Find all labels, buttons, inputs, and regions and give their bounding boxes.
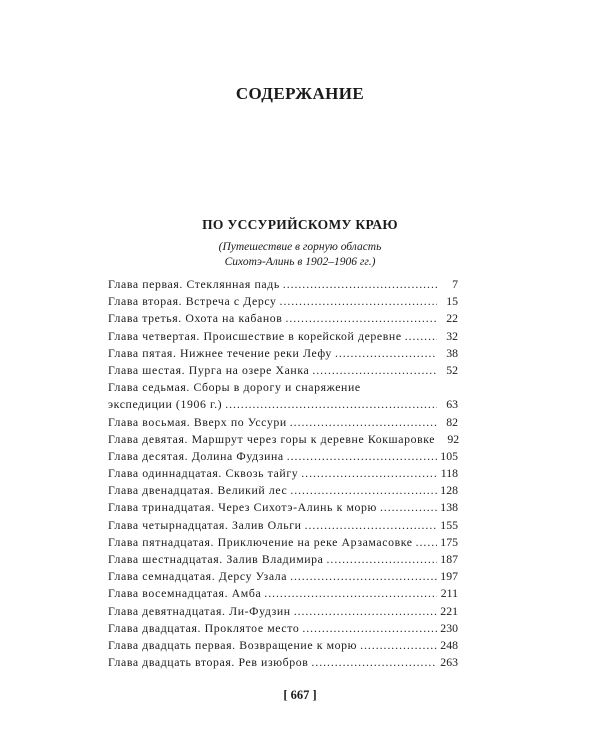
toc-entry[interactable] — [108, 345, 458, 362]
toc-entry[interactable] — [108, 310, 458, 327]
toc-entry-page: 175 — [440, 534, 458, 549]
toc-entry[interactable] — [108, 448, 458, 465]
toc-entry-page: 22 — [446, 311, 458, 326]
toc-entry[interactable] — [108, 379, 458, 413]
toc-entry-label: Глава восьмая. Вверх по Уссури — [108, 414, 287, 429]
table-of-contents — [108, 276, 458, 671]
leader-dots — [305, 517, 437, 534]
leader-dots — [416, 534, 437, 551]
leader-dots — [294, 603, 437, 620]
leader-dots — [287, 448, 437, 465]
toc-entry-label: Глава восемнадцатая. Амба — [108, 586, 262, 601]
toc-entry-label: Глава пятая. Нижнее течение реки Лефу — [108, 345, 332, 360]
toc-entry[interactable] — [108, 414, 458, 431]
toc-entry[interactable] — [108, 431, 458, 448]
leader-dots — [335, 345, 437, 362]
leader-dots — [290, 414, 437, 431]
toc-entry[interactable] — [108, 568, 458, 585]
toc-entry-label: Глава девятая. Маршрут через горы к деревне Кокшаровке — [108, 431, 436, 446]
toc-entry-label: Глава семнадцатая. Дерсу Узала — [108, 569, 288, 584]
leader-dots — [327, 551, 437, 568]
toc-entry[interactable] — [108, 362, 458, 379]
toc-entry-page: 128 — [440, 483, 458, 498]
toc-entry[interactable] — [108, 517, 458, 534]
toc-entry[interactable] — [108, 276, 458, 293]
toc-entry-label: Глава одиннадцатая. Сквозь тайгу — [108, 466, 299, 481]
toc-entry-page: 7 — [452, 276, 458, 291]
toc-entry-label: Глава третья. Охота на кабанов — [108, 311, 283, 326]
toc-entry-label: Глава пятнадцатая. Приключение на реке Арзамасовке — [108, 534, 413, 549]
toc-entry-page: 138 — [440, 500, 458, 515]
leader-dots — [285, 310, 437, 327]
toc-entry-label: Глава двадцать первая. Возвращение к морю — [108, 637, 358, 652]
toc-entry-label: Глава шестнадцатая. Залив Владимира — [108, 552, 324, 566]
leader-dots — [264, 585, 437, 602]
section-title: ПО УССУРИЙСКОМУ КРАЮ — [202, 217, 398, 232]
toc-entry-page: 32 — [446, 328, 458, 343]
toc-entry-page: 155 — [440, 517, 458, 532]
toc-entry[interactable] — [108, 293, 458, 310]
page-number: [ 667 ] — [283, 688, 317, 702]
toc-entry[interactable] — [108, 551, 458, 568]
leader-dots — [360, 637, 437, 654]
toc-entry-label: Глава тринадцатая. Через Сихотэ-Алинь к морю — [108, 500, 377, 515]
leader-dots — [405, 328, 437, 345]
subtitle-line-1: (Путешествие в горную область — [218, 241, 382, 253]
toc-entry-label: Глава вторая. Встреча с Дерсу — [108, 294, 277, 309]
leader-dots — [302, 620, 437, 637]
toc-entry-label: Глава десятая. Долина Фудзина — [108, 448, 284, 463]
toc-entry-label: Глава девятнадцатая. Ли-Фудзин — [108, 603, 291, 618]
toc-entry-page: 211 — [440, 586, 458, 601]
section-subtitle — [0, 240, 600, 270]
leader-dots — [290, 568, 437, 585]
toc-entry-page: 248 — [440, 637, 458, 652]
leader-dots — [312, 362, 437, 379]
leader-dots — [283, 276, 437, 293]
toc-entry-label: Глава двенадцатая. Великий лес — [108, 483, 288, 498]
toc-entry-page: 221 — [440, 603, 458, 618]
toc-entry-page: 38 — [446, 345, 458, 360]
toc-entry[interactable] — [108, 482, 458, 499]
toc-entry-label-continued: экспедиции (1906 г.) — [108, 397, 223, 412]
leader-dots — [280, 293, 437, 310]
toc-entry[interactable] — [108, 534, 458, 551]
leader-dots — [301, 465, 437, 482]
toc-entry-label: Глава четырнадцатая. Залив Ольги — [108, 517, 302, 532]
toc-entry-page: 63 — [446, 397, 458, 412]
toc-entry[interactable] — [108, 585, 458, 602]
toc-entry-page: 82 — [446, 414, 458, 429]
toc-entry-label: Глава шестая. Пурга на озере Ханка — [108, 362, 310, 377]
toc-entry-label: Глава четвертая. Происшествие в корейской деревне — [108, 328, 402, 343]
toc-entry[interactable] — [108, 499, 458, 516]
toc-entry[interactable] — [108, 654, 458, 671]
toc-entry-page: 15 — [446, 294, 458, 309]
page-title: СОДЕРЖАНИЕ — [235, 84, 365, 103]
toc-entry[interactable] — [108, 620, 458, 637]
toc-entry-page: 197 — [440, 569, 458, 584]
toc-entry[interactable] — [108, 637, 458, 654]
toc-entry-label: Глава двадцать вторая. Рев изюбров — [108, 655, 309, 670]
toc-entry-page: 187 — [440, 552, 458, 566]
toc-entry-line2 — [108, 396, 458, 413]
toc-entry-page: 92 — [447, 431, 460, 446]
toc-entry-page: 230 — [440, 620, 458, 635]
toc-entry[interactable] — [108, 328, 458, 345]
leader-dots — [290, 482, 437, 499]
toc-entry[interactable] — [108, 603, 458, 620]
toc-entry-label: Глава двадцатая. Проклятое место — [108, 620, 300, 635]
toc-entry-page: 105 — [440, 448, 458, 463]
leader-dots — [380, 499, 437, 516]
toc-entry-label: Глава седьмая. Сборы в дорогу и снаряжение — [108, 380, 361, 395]
toc-entry-label: Глава первая. Стеклянная падь — [108, 276, 280, 291]
toc-entry-page: 52 — [446, 362, 458, 377]
leader-dots — [311, 654, 437, 671]
subtitle-line-2: Сихотэ-Алинь в 1902–1906 гг.) — [224, 256, 376, 268]
toc-entry-page: 263 — [440, 655, 458, 670]
leader-dots — [225, 396, 437, 413]
toc-entry[interactable] — [108, 465, 458, 482]
toc-entry-page: 118 — [440, 466, 458, 481]
